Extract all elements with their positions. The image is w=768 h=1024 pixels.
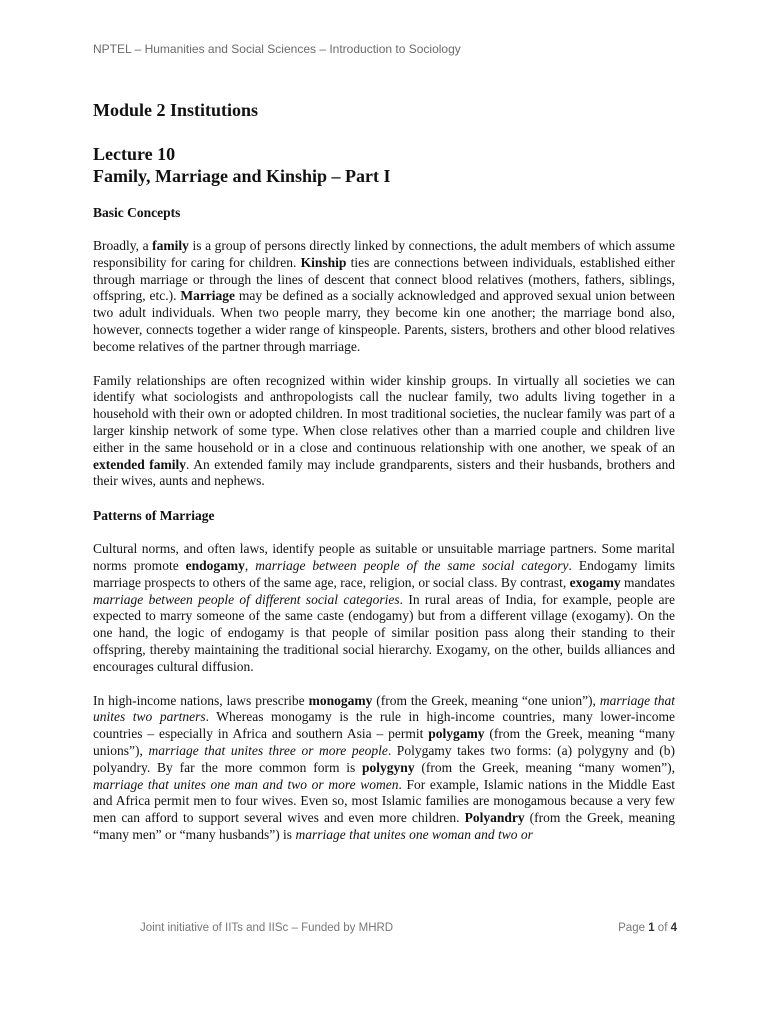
bold-term: family bbox=[152, 238, 189, 253]
bold-term: Kinship bbox=[300, 254, 347, 270]
lecture-number: Lecture 10 bbox=[93, 144, 176, 164]
section-heading-basic-concepts: Basic Concepts bbox=[93, 205, 181, 220]
paragraph: Family relationships are often recognized within wider kinship groups. In virtually all societies we can identify what sociologists and anthropologists call the nuclear family, two adults living together in a household with their own or adopted children. In most traditional societies, the nuclear family was part of a larger kinship network of some type. When close relatives other than a married couple and children live either in the same household or in a close and continuous relationship with one another, we speak of an extended family. An extended family may include grandparents, sisters and their husbands, brothers and their wives, aunts and nephews. bbox=[93, 372, 675, 489]
bold-term: exogamy bbox=[569, 574, 621, 590]
italic-definition: marriage that unites one man and two or more women bbox=[93, 776, 399, 792]
module-title: Module 2 Institutions bbox=[93, 100, 259, 120]
section-heading-patterns-of-marriage: Patterns of Marriage bbox=[93, 508, 215, 524]
lecture-topic: Family, Marriage and Kinship – Part I bbox=[93, 166, 391, 186]
paragraph: Broadly, a family is a group of persons directly linked by connections, the adult members of which assume responsibility for caring for children. Kinship ties are connections between individuals, established either through marriage or through the lines of descent that connect blood relatives (mothers, fathers, siblings, offspring, etc.). Marriage may be defined as a socially acknowledged and approved sexual union between two adult individuals. When two people marry, they become kin one another; the marriage bond also, however, connects together a wider range of kinspeople. Parents, sisters, brothers and other blood relatives become relatives of the partner through marriage. bbox=[93, 238, 676, 354]
bold-term: monogamy bbox=[308, 692, 373, 708]
bold-term: extended family bbox=[93, 456, 187, 472]
page-header: NPTEL – Humanities and Social Sciences – Introduction to Sociology bbox=[93, 42, 461, 56]
italic-definition: marriage that unites one woman and two or bbox=[295, 826, 533, 842]
lecture-title bbox=[93, 143, 675, 187]
paragraph: In high-income nations, laws prescribe monogamy (from the Greek, meaning “one union”), marriage that unites two partners. Whereas monogamy is the rule in high-income countries, many lower-income countries – especially in Africa and southern Asia – permit polygamy (from the Greek, meaning “many unions”), marriage that unites three or more people. Polygamy takes two forms: (a) polygyny and (b) polyandry. By far the more common form is polygyny (from the Greek, meaning “many women”), marriage that unites one man and two or more women. For example, Islamic nations in the Middle East and Africa permit men to four wives. Even so, most Islamic families are monogamous because a very few men can afford to support several wives and even more children. Polyandry (from the Greek, meaning “many men” or “many husbands”) is marriage that unites one woman and two or bbox=[93, 692, 676, 842]
italic-definition: marriage that unites two partners bbox=[93, 692, 675, 725]
page-footer bbox=[140, 922, 677, 934]
document-body bbox=[93, 100, 675, 844]
bold-term: Polyandry bbox=[464, 810, 525, 826]
page-number: Page 1 of 4 bbox=[618, 922, 677, 934]
bold-term: Marriage bbox=[180, 288, 236, 304]
bold-term: endogamy bbox=[185, 557, 245, 573]
italic-definition: marriage that unites three or more people bbox=[148, 742, 388, 758]
bold-term: polygyny bbox=[362, 759, 415, 775]
italic-definition: marriage between people of the same social category bbox=[255, 557, 569, 573]
italic-definition: marriage between people of different social categories bbox=[93, 591, 400, 607]
footer-credit: Joint initiative of IITs and IISc – Funded by MHRD bbox=[140, 922, 394, 934]
bold-term: polygamy bbox=[428, 726, 485, 742]
paragraph: Cultural norms, and often laws, identify people as suitable or unsuitable marriage partners. Some marital norms promote endogamy, marriage between people of the same social category. Endogamy limits marriage prospects to others of the same age, race, religion, or social class. By contrast, exogamy mandates marriage between people of different social categories. In rural areas of India, for example, people are expected to marry someone of the same caste (endogamy) but from a different village (exogamy). On the one hand, the logic of endogamy is that people of similar position pass along their standing to their offspring, thereby maintaining the traditional social hierarchy. Exogamy, on the other, builds alliances and encourages cultural diffusion. bbox=[93, 541, 676, 674]
